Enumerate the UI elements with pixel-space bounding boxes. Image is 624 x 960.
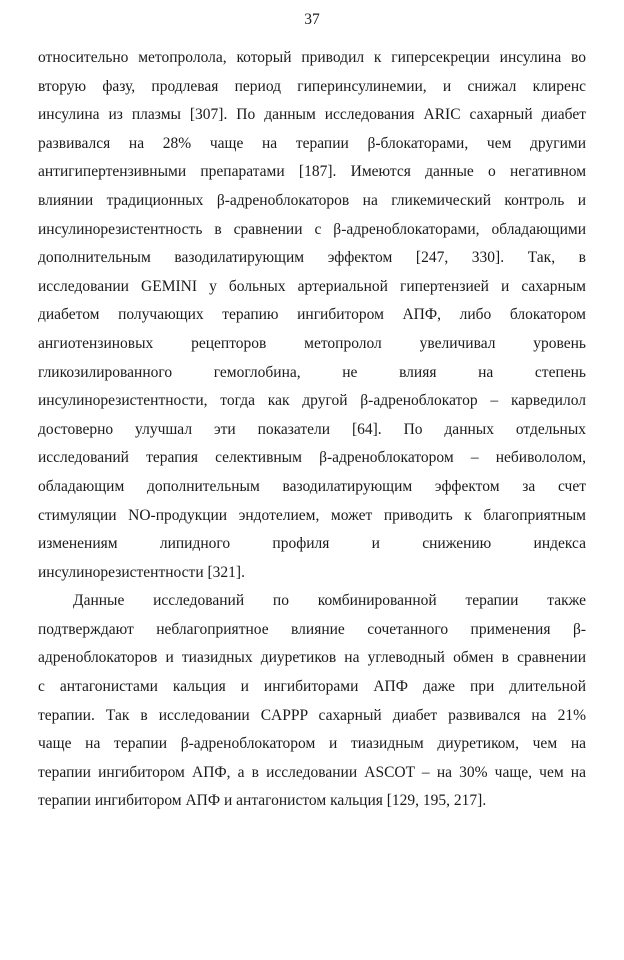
text-line: исследований терапия селективным β-адреноблокатором – небивололом, xyxy=(38,449,586,467)
text-line: инсулинорезистентности, тогда как другой β-адреноблокатор – карведилол xyxy=(38,392,586,410)
text-line: инсулинорезистентности [321]. xyxy=(38,563,245,581)
text-line: терапии. Так в исследовании CAPPP сахарный диабет развивался на 21% xyxy=(38,706,586,724)
paragraph xyxy=(38,587,586,816)
text-line: изменениям липидного профиля и снижению индекса xyxy=(38,535,586,553)
text-line: с антагонистами кальция и ингибиторами АПФ даже при длительной xyxy=(38,678,586,696)
text-line: терапии ингибитором АПФ, а в исследовании ASCOT – на 30% чаще, чем на xyxy=(38,763,586,781)
text-line: развивался на 28% чаще на терапии β-блокаторами, чем другими xyxy=(38,134,586,152)
text-line: обладающим дополнительным вазодилатирующим эффектом за счет xyxy=(38,477,586,495)
text-line: адреноблокаторов и тиазидных диуретиков на углеводный обмен в сравнении xyxy=(38,649,586,667)
text-line: ангиотензиновых рецепторов метопролол увеличивал уровень xyxy=(38,334,586,352)
text-line: антигипертензивными препаратами [187]. Имеются данные о негативном xyxy=(38,163,586,181)
text-line: гликозилированного гемоглобина, не влияя на степень xyxy=(38,363,586,381)
text-line: чаще на терапии β-адреноблокатором и тиазидным диуретиком, чем на xyxy=(38,735,586,753)
text-line: инсулинорезистентность в сравнении с β-адреноблокаторами, обладающими xyxy=(38,220,586,238)
text-line: дополнительным вазодилатирующим эффектом [247, 330]. Так, в xyxy=(38,249,586,267)
paragraph xyxy=(38,44,586,587)
text-line: диабетом получающих терапию ингибитором АПФ, либо блокатором xyxy=(38,306,586,324)
text-line: достоверно улучшал эти показатели [64]. По данных отдельных xyxy=(38,420,586,438)
text-line: инсулина из плазмы [307]. По данным исследования ARIC сахарный диабет xyxy=(38,106,586,124)
text-line: относительно метопролола, который приводил к гиперсекреции инсулина во xyxy=(38,49,586,66)
page-number: 37 xyxy=(304,11,320,28)
text-line: подтверждают неблагоприятное влияние сочетанного применения β- xyxy=(38,620,586,638)
body-text xyxy=(38,44,586,816)
text-line: стимуляции NO-продукции эндотелием, может приводить к благоприятным xyxy=(38,506,586,524)
text-line: исследовании GEMINI у больных артериальной гипертензией и сахарным xyxy=(38,277,586,295)
text-line: вторую фазу, продлевая период гиперинсулинемии, и снижал клиренс xyxy=(38,77,586,95)
text-line: терапии ингибитором АПФ и антагонистом кальция [129, 195, 217]. xyxy=(38,792,487,810)
text-line: Данные исследований по комбинированной терапии также xyxy=(73,592,586,610)
text-line: влиянии традиционных β-адреноблокаторов на гликемический контроль и xyxy=(38,191,586,209)
